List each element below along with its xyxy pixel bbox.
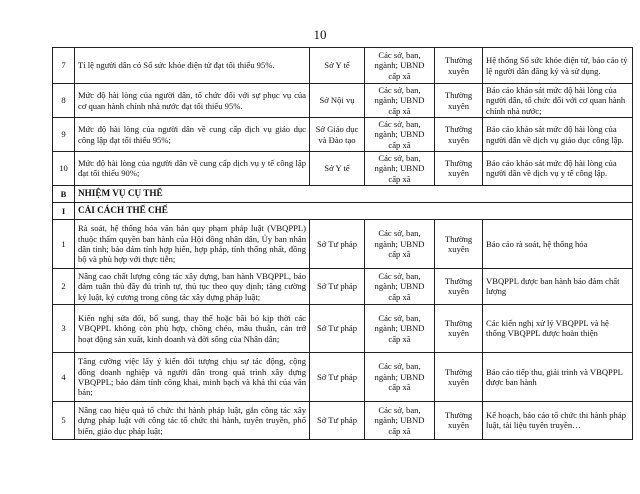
row-number: 1	[53, 219, 75, 268]
table-row	[53, 268, 633, 304]
completion-time: Thường xuyên	[435, 118, 483, 152]
table-row	[53, 84, 633, 118]
expected-result: Báo cáo tiếp thu, giải trình và VBQPPL được ban hành	[483, 352, 633, 401]
coordinating-agencies: Các sở, ban, ngành; UBND cấp xã	[365, 219, 435, 268]
row-number: 5	[53, 401, 75, 439]
completion-time: Thường xuyên	[435, 84, 483, 118]
lead-agency: Sở Y tế	[310, 48, 365, 84]
lead-agency: Sở Tư pháp	[310, 219, 365, 268]
coordinating-agencies: Các sở, ban, ngành; UBND cấp xã	[365, 268, 435, 304]
expected-result: Báo cáo khảo sát mức độ hài lòng của người dân về dịch vụ y tế công lập.	[483, 152, 633, 186]
page-number: 10	[313, 27, 327, 42]
lead-agency: Sở Tư pháp	[310, 401, 365, 439]
expected-result: Các kiến nghị xử lý VBQPPL và hệ thống VBQPPL được hoàn thiện	[483, 304, 633, 352]
coordinating-agencies: Các sở, ban, ngành; UBND cấp xã	[365, 48, 435, 84]
task-content: Tỉ lệ người dân có Sổ sức khỏe điện tử đạt tối thiểu 95%.	[75, 48, 310, 84]
task-content: Tăng cường việc lấy ý kiến đối tượng chịu sự tác động, cộng đồng doanh nghiệp và người dân trong quá trình xây dựng VBQPPL; bảo đảm tính công khai, minh bạch và khả thi của văn bản;	[75, 352, 310, 401]
table-row	[53, 118, 633, 152]
row-number: 7	[53, 48, 75, 84]
section-row-i	[53, 202, 633, 219]
row-number: 4	[53, 352, 75, 401]
table-row	[53, 304, 633, 352]
section-title: NHIỆM VỤ CỤ THỂ	[75, 185, 633, 202]
completion-time: Thường xuyên	[435, 352, 483, 401]
task-table	[52, 47, 633, 440]
section-row-b	[53, 185, 633, 202]
completion-time: Thường xuyên	[435, 401, 483, 439]
table-row	[53, 152, 633, 186]
completion-time: Thường xuyên	[435, 48, 483, 84]
table-row	[53, 401, 633, 439]
section-title: CẢI CÁCH THỂ CHẾ	[75, 202, 633, 219]
completion-time: Thường xuyên	[435, 152, 483, 186]
coordinating-agencies: Các sở, ban, ngành; UBND cấp xã	[365, 352, 435, 401]
completion-time: Thường xuyên	[435, 268, 483, 304]
lead-agency: Sở Tư pháp	[310, 352, 365, 401]
coordinating-agencies: Các sở, ban, ngành; UBND cấp xã	[365, 304, 435, 352]
task-content: Mức độ hài lòng của người dân về cung cấp dịch vụ giáo dục công lập đạt tối thiểu 95%;	[75, 118, 310, 152]
expected-result: Kế hoạch, báo cáo tổ chức thi hành pháp luật, tài liệu tuyên truyền…	[483, 401, 633, 439]
expected-result: Báo cáo khảo sát mức độ hài lòng của người dân, tổ chức đối với cơ quan hành chính nhà nước;	[483, 84, 633, 118]
completion-time: Thường xuyên	[435, 219, 483, 268]
task-content: Nâng cao chất lượng công tác xây dựng, ban hành VBQPPL, bảo đảm tuân thủ đầy đủ trình tự, thủ tục theo quy định; tăng cường kỷ luật, kỷ cương trong công tác xây dựng pháp luật;	[75, 268, 310, 304]
task-content: Mức độ hài lòng của người dân về cung cấp dịch vụ y tế công lập đạt tối thiểu 90%;	[75, 152, 310, 186]
expected-result: VBQPPL được ban hành bảo đảm chất lượng	[483, 268, 633, 304]
lead-agency: Sở Tư pháp	[310, 304, 365, 352]
lead-agency: Sở Nội vụ	[310, 84, 365, 118]
expected-result: Báo cáo rà soát, hệ thống hóa	[483, 219, 633, 268]
table-row	[53, 48, 633, 84]
coordinating-agencies: Các sở, ban, ngành; UBND cấp xã	[365, 401, 435, 439]
table-row	[53, 352, 633, 401]
task-content: Kiến nghị sửa đổi, bổ sung, thay thế hoặc bãi bỏ kịp thời các VBQPPL không còn phù hợp, chồng chéo, mâu thuẫn, cản trở hoạt động sản xuất, kinh doanh và đời sống của Nhân dân;	[75, 304, 310, 352]
coordinating-agencies: Các sở, ban, ngành; UBND cấp xã	[365, 118, 435, 152]
row-number: 10	[53, 152, 75, 186]
coordinating-agencies: Các sở, ban, ngành; UBND cấp xã	[365, 84, 435, 118]
row-number: 9	[53, 118, 75, 152]
section-number: I	[53, 202, 75, 219]
task-content: Rà soát, hệ thống hóa văn bản quy phạm pháp luật (VBQPPL) thuộc thẩm quyền ban hành của Hội đồng nhân dân, Ủy ban nhân dân tỉnh; bảo đảm tính hợp hiến, hợp pháp, tính thống nhất, đồng bộ và phù hợp với thực tiễn;	[75, 219, 310, 268]
lead-agency: Sở Tư pháp	[310, 268, 365, 304]
coordinating-agencies: Các sở, ban, ngành; UBND cấp xã	[365, 152, 435, 186]
row-number: 3	[53, 304, 75, 352]
task-content: Nâng cao hiệu quả tổ chức thi hành pháp luật, gắn công tác xây dựng pháp luật với công tác tổ chức thi hành, tuyên truyền, phổ biến, giáo dục pháp luật;	[75, 401, 310, 439]
row-number: 8	[53, 84, 75, 118]
table-row	[53, 219, 633, 268]
expected-result: Báo cáo khảo sát mức độ hài lòng của người dân về dịch vụ giáo dục công lập.	[483, 118, 633, 152]
completion-time: Thường xuyên	[435, 304, 483, 352]
lead-agency: Sở Y tế	[310, 152, 365, 186]
task-content: Mức độ hài lòng của người dân, tổ chức đối với sự phục vụ của cơ quan hành chính nhà nước đạt tối thiểu 95%.	[75, 84, 310, 118]
row-number: 2	[53, 268, 75, 304]
expected-result: Hệ thống Sổ sức khỏe điện tử, báo cáo tỷ lệ người dân đăng ký và sử dụng.	[483, 48, 633, 84]
lead-agency: Sở Giáo dục và Đào tạo	[310, 118, 365, 152]
section-number: B	[53, 185, 75, 202]
